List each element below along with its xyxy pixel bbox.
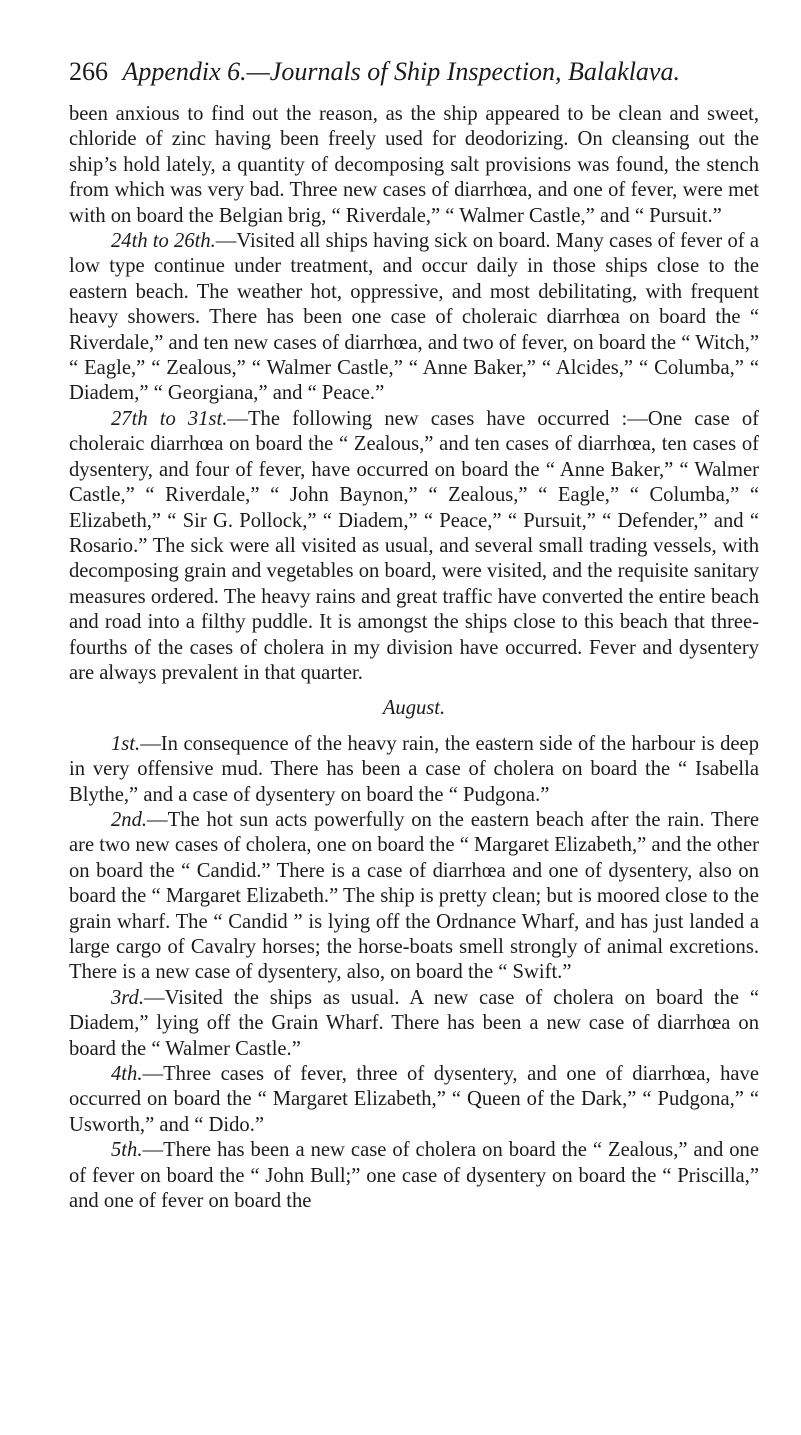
journal-entry-24th-26th	[69, 229, 759, 407]
entry-date: 24th to 26th.	[111, 230, 216, 253]
entry-text: —Visited the ships as usual. A new case of cholera on board the “ Diadem,” lying off the Grain Wharf. There has been a new case of diarrhœa on board the “ Walmer Castle.”	[69, 986, 759, 1060]
running-title: Appendix 6.—Journals of Ship Inspection, Balaklava.	[122, 57, 680, 86]
journal-entry-3rd	[69, 986, 759, 1062]
document-page	[69, 56, 759, 1214]
paragraph-text: been anxious to find out the reason, as the ship appeared to be clean and sweet, chloride of zinc having been freely used for deodorizing. On cleansing out the ship’s hold lately, a quantity of decomposing salt provisions was found, the stench from which was very bad. Three new cases of diarrhœa, and one of fever, were met with on board the Belgian brig, “ Riverdale,” “ Walmer Castle,” and “ Pursuit.”	[69, 103, 759, 227]
entry-text: —There has been a new case of cholera on board the “ Zealous,” and one of fever on board the “ John Bull;” one case of dysentery on board the “ Priscilla,” and one of fever on board the	[69, 1139, 759, 1213]
entry-date: 2nd.	[111, 808, 148, 831]
entry-date: 3rd.	[111, 986, 144, 1009]
entry-text: —The hot sun acts powerfully on the eastern beach after the rain. There are two new cases of cholera, one on board the “ Margaret Elizabeth,” and the other on board the “ Candid.” There is a case of diarrhœa and one of dysentery, also on board the “ Margaret Elizabeth.” The ship is pretty clean; but is moored close to the grain wharf. The “ Candid ” is lying off the Ordnance Wharf, and has just landed a large cargo of Cavalry horses; the horse-boats smell strongly of animal excretions. There is a new case of dysentery, also, on board the “ Swift.”	[69, 808, 759, 984]
page-number: 266	[69, 57, 108, 86]
entry-text: —In consequence of the heavy rain, the eastern side of the harbour is deep in very offensive mud. There has been a case of cholera on board the “ Isabella Blythe,” and a case of dysentery on board the “ Pudgona.”	[69, 732, 759, 806]
entry-date: 27th to 31st.	[111, 407, 228, 430]
paragraph-continued	[69, 102, 759, 229]
entry-date: 4th.	[111, 1063, 143, 1086]
entry-text: —Visited all ships having sick on board. Many cases of fever of a low type continue under treatment, and occur daily in those ships close to the eastern beach. The weather hot, oppressive, and most debilitating, with frequent heavy showers. There has been one case of choleraic diarrhœa on board the “ Riverdale,” and ten new cases of diarrhœa, and two of fever, on board the “ Witch,” “ Eagle,” “ Zealous,” “ Walmer Castle,” “ Anne Baker,” “ Alcides,” “ Columba,” “ Diadem,” “ Georgiana,” and “ Peace.”	[69, 230, 759, 405]
journal-entry-2nd	[69, 808, 759, 986]
journal-entry-4th	[69, 1062, 759, 1138]
entry-date: 5th.	[111, 1139, 143, 1162]
running-header	[69, 56, 759, 88]
journal-entry-27th-31st	[69, 407, 759, 686]
entry-text: —The following new cases have occurred :—One case of choleraic diarrhœa on board the “ Zealous,” and ten cases of diarrhœa, ten cases of dysentery, and four of fever, have occurred on board the “ Anne Baker,” “ Walmer Castle,” “ Riverdale,” “ John Baynon,” “ Zealous,” “ Eagle,” “ Columba,” “ Elizabeth,” “ Sir G. Pollock,” “ Diadem,” “ Peace,” “ Pursuit,” “ Defender,” and “ Rosario.” The sick were all visited as usual, and several small trading vessels, with decomposing grain and vegetables on board, were visited, and the requisite sanitary measures ordered. The heavy rains and great traffic have converted the entire beach and road into a filthy puddle. It is amongst the ships close to this beach that three-fourths of the cases of cholera in my division have occurred. Fever and dysentery are always prevalent in that quarter.	[69, 407, 759, 684]
journal-entry-5th	[69, 1138, 759, 1214]
entry-date: 1st.	[111, 732, 141, 755]
entry-text: —Three cases of fever, three of dysentery, and one of diarrhœa, have occurred on board the “ Margaret Elizabeth,” “ Queen of the Dark,” “ Pudgona,” “ Usworth,” and “ Dido.”	[69, 1063, 759, 1136]
journal-entry-1st	[69, 732, 759, 808]
section-heading-august: August.	[382, 697, 446, 720]
